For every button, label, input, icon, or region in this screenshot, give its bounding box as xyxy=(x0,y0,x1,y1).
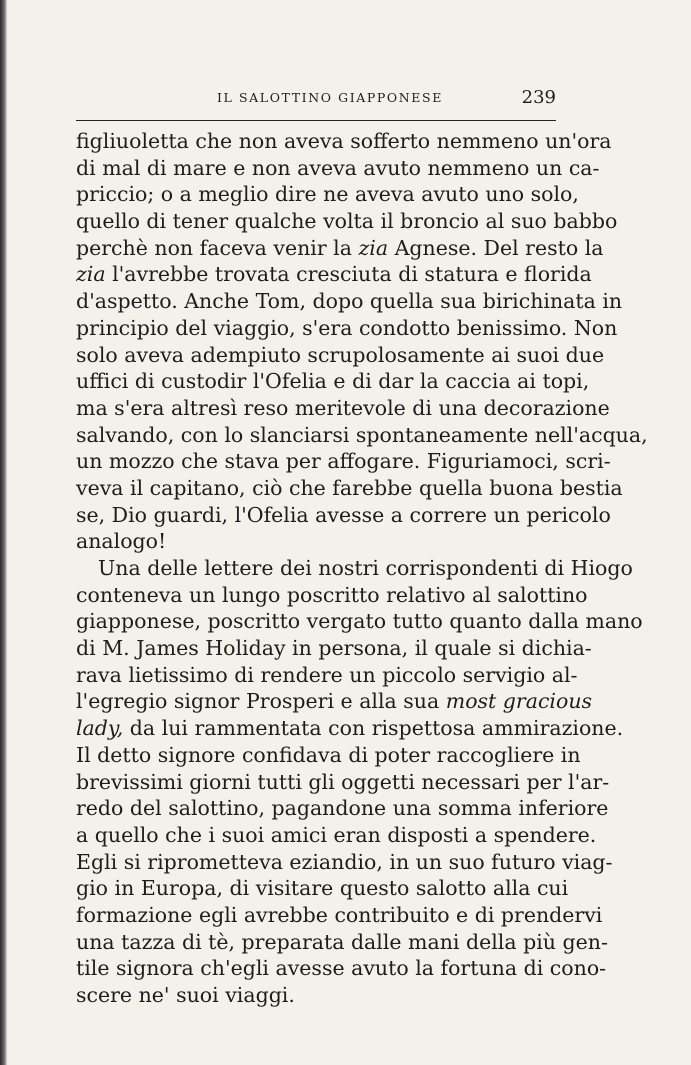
text-segment: scere ne' suoi viaggi. xyxy=(76,983,295,1007)
text-segment: solo aveva adempiuto scrupolosamente ai suoi due xyxy=(76,342,605,367)
text-line xyxy=(76,742,581,769)
text-line xyxy=(76,475,623,502)
text-segment: ma s'era altresì reso meritevole di una decorazione xyxy=(76,395,610,420)
text-line xyxy=(76,662,578,689)
text-segment: giapponese, poscritto vergato tutto quanto dalla mano xyxy=(76,609,643,634)
text-line xyxy=(76,688,593,715)
running-title: IL SALOTTINO GIAPPONESE xyxy=(217,90,443,105)
italic-segment: zia xyxy=(358,235,389,260)
text-line xyxy=(76,929,608,956)
text-line xyxy=(76,715,624,742)
text-line xyxy=(76,181,579,208)
text-segment: di M. James Holiday in persona, il quale si dichia- xyxy=(76,636,592,661)
text-line xyxy=(76,315,618,342)
text-segment: priccio; o a meglio dire ne aveva avuto uno solo, xyxy=(76,182,579,207)
text-line xyxy=(76,822,597,849)
text-segment: perchè non faceva venir la xyxy=(76,235,359,260)
text-segment: gio in Europa, di visitare questo salotto alla cui xyxy=(76,876,569,901)
text-segment: veva il capitano, ciò che farebbe quella buona bestia xyxy=(76,475,623,500)
text-line xyxy=(76,635,592,662)
text-line xyxy=(76,368,590,395)
text-line xyxy=(76,875,569,902)
text-segment: d'aspetto. Anche Tom, dopo quella sua birichinata in xyxy=(76,289,623,314)
body-text xyxy=(76,128,648,1009)
text-line xyxy=(76,582,588,609)
text-segment: una tazza di tè, preparata dalle mani della più gen- xyxy=(76,929,608,954)
text-line xyxy=(76,849,613,876)
text-line xyxy=(76,528,556,555)
text-line xyxy=(76,208,618,235)
text-segment: quello di tener qualche volta il broncio al suo babbo xyxy=(76,209,618,234)
page-number: 239 xyxy=(521,87,556,108)
text-line xyxy=(76,235,604,262)
italic-segment: zia xyxy=(76,262,106,287)
text-segment: uffici di custodir l'Ofelia e di dar la caccia ai topi, xyxy=(76,369,590,394)
text-segment: principio del viaggio, s'era condotto benissimo. Non xyxy=(76,315,618,340)
page-header xyxy=(76,87,556,114)
text-segment: Il detto signore confidava di poter raccogliere in xyxy=(76,742,581,767)
text-line xyxy=(76,422,648,449)
text-segment: tile signora ch'egli avesse avuto la fortuna di cono- xyxy=(76,956,607,981)
italic-segment: lady, xyxy=(76,716,124,741)
text-line xyxy=(76,342,605,369)
header-rule xyxy=(76,120,556,121)
text-line xyxy=(76,261,592,288)
text-segment: rava lietissimo di rendere un piccolo servigio al- xyxy=(76,662,578,687)
text-line xyxy=(76,608,643,635)
text-segment: Una delle lettere dei nostri corrispondenti di Hiogo xyxy=(98,556,633,580)
text-segment: salvando, con lo slanciarsi spontaneamente nell'acqua, xyxy=(76,422,648,447)
text-line xyxy=(76,448,611,475)
text-segment: Egli si riprometteva eziandio, in un suo futuro viag- xyxy=(76,849,613,874)
text-segment: l'egregio signor Prosperi e alla sua xyxy=(76,689,446,714)
text-line xyxy=(76,502,611,529)
text-line xyxy=(76,795,609,822)
text-segment: brevissimi giorni tutti gli oggetti necessari per l'ar- xyxy=(76,769,610,794)
text-line xyxy=(76,902,603,929)
text-line xyxy=(76,769,610,796)
text-line xyxy=(76,982,556,1009)
text-segment: da lui rammentata con rispettosa ammirazione. xyxy=(123,716,624,741)
text-segment: un mozzo che stava per affogare. Figuriamoci, scri- xyxy=(76,449,611,474)
text-segment: analogo! xyxy=(76,529,167,554)
text-line xyxy=(76,155,600,182)
text-segment: Agnese. Del resto la xyxy=(388,235,604,260)
text-segment: se, Dio guardi, l'Ofelia avesse a correre un pericolo xyxy=(76,502,611,527)
page-binding-edge xyxy=(0,0,7,1065)
italic-segment: most gracious xyxy=(445,689,593,714)
text-line xyxy=(76,955,607,982)
text-segment: conteneva un lungo poscritto relativo al salottino xyxy=(76,582,588,607)
text-segment: formazione egli avrebbe contribuito e di prendervi xyxy=(76,902,603,927)
text-segment: di mal di mare e non aveva avuto nemmeno un ca- xyxy=(76,155,600,180)
text-segment: a quello che i suoi amici eran disposti a spendere. xyxy=(76,822,597,847)
text-segment: redo del salottino, pagandone una somma inferiore xyxy=(76,796,609,821)
text-line xyxy=(76,555,633,582)
text-segment: figliuoletta che non aveva sofferto nemmeno un'ora xyxy=(76,129,612,153)
text-segment: l'avrebbe trovata cresciuta di statura e florida xyxy=(105,262,592,287)
text-line xyxy=(76,395,610,422)
text-line xyxy=(76,288,623,315)
text-line xyxy=(76,128,612,155)
